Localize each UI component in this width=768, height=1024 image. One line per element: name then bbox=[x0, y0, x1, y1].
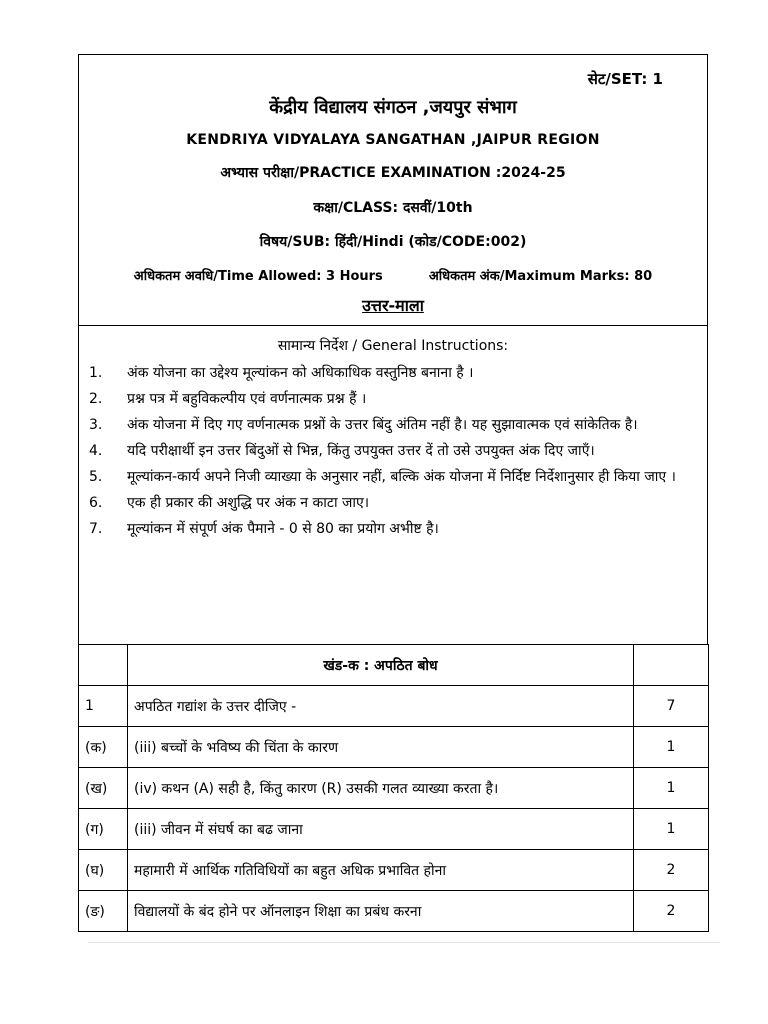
marks-cell: 2 bbox=[634, 850, 709, 891]
instructions-title: सामान्य निर्देश / General Instructions: bbox=[277, 338, 509, 354]
instruction-item bbox=[89, 438, 699, 464]
question-number: 1 bbox=[79, 686, 128, 727]
instruction-text: अंक योजना का उद्देश्य मूल्यांकन को अधिकाधिक वस्तुनिष्ठ बनाना है । bbox=[127, 365, 474, 381]
page-divider bbox=[88, 942, 720, 943]
org-english-title: KENDRIYA VIDYALAYA SANGATHAN ,JAIPUR REGION bbox=[186, 132, 600, 148]
marks-cell: 2 bbox=[634, 891, 709, 932]
exam-header bbox=[78, 54, 708, 325]
instruction-number: 1. bbox=[89, 365, 103, 381]
instruction-number: 4. bbox=[89, 443, 103, 459]
instruction-text: यदि परीक्षार्थी इन उत्तर बिंदुओं से भिन्न, किंतु उपयुक्त उत्तर दें तो उसे उपयुक्त अंक दिए जाएँ। bbox=[127, 443, 595, 459]
doc-type-line bbox=[79, 294, 707, 316]
question-number: (ख) bbox=[79, 768, 128, 809]
general-instructions bbox=[78, 325, 708, 644]
answer-text: महामारी में आर्थिक गतिविधियों का बहुत अधिक प्रभावित होना bbox=[128, 850, 634, 891]
instruction-item bbox=[89, 412, 699, 438]
marks-cell: 1 bbox=[634, 727, 709, 768]
answer-text: विद्यालयों के बंद होने पर ऑनलाइन शिक्षा का प्रबंध करना bbox=[128, 891, 634, 932]
instruction-item bbox=[89, 516, 699, 542]
instruction-text: प्रश्न पत्र में बहुविकल्पीय एवं वर्णनात्मक प्रश्न हैं । bbox=[127, 391, 367, 407]
section-header-row bbox=[79, 645, 709, 686]
instruction-text: अंक योजना में दिए गए वर्णनात्मक प्रश्नों के उत्तर बिंदु अंतिम नहीं है। यह सुझावात्मक एवं सांकेतिक है। bbox=[127, 417, 638, 433]
set-label: सेट/SET: 1 bbox=[587, 70, 663, 88]
time-marks-line bbox=[79, 266, 707, 284]
table-row bbox=[79, 809, 709, 850]
instruction-item bbox=[89, 464, 699, 490]
answer-table bbox=[78, 644, 709, 932]
question-number: (ङ) bbox=[79, 891, 128, 932]
marks-cell: 1 bbox=[634, 768, 709, 809]
instruction-item bbox=[89, 490, 699, 516]
table-row bbox=[79, 891, 709, 932]
table-row bbox=[79, 686, 709, 727]
section-title: खंड-क : अपठित बोध bbox=[128, 645, 634, 686]
instruction-item bbox=[89, 386, 699, 412]
instruction-number: 6. bbox=[89, 495, 103, 511]
answer-text: अपठित गद्यांश के उत्तर दीजिए - bbox=[128, 686, 634, 727]
doc-type: उत्तर-माला bbox=[362, 296, 424, 315]
empty-cell bbox=[79, 645, 128, 686]
instruction-text: मूल्यांकन में संपूर्ण अंक पैमाने - 0 से 80 का प्रयोग अभीष्ट है। bbox=[127, 521, 439, 537]
answer-text: (iii) बच्चों के भविष्य की चिंता के कारण bbox=[128, 727, 634, 768]
max-marks: अधिकतम अंक/Maximum Marks: 80 bbox=[428, 269, 653, 284]
instruction-number: 7. bbox=[89, 521, 103, 537]
instruction-number: 2. bbox=[89, 391, 103, 407]
question-number: (क) bbox=[79, 727, 128, 768]
question-number: (घ) bbox=[79, 850, 128, 891]
empty-cell bbox=[634, 645, 709, 686]
answer-text: (iv) कथन (A) सही है, किंतु कारण (R) उसकी गलत व्याख्या करता है। bbox=[128, 768, 634, 809]
marks-cell: 7 bbox=[634, 686, 709, 727]
table-row bbox=[79, 850, 709, 891]
answer-text: (iii) जीवन में संघर्ष का बढ जाना bbox=[128, 809, 634, 850]
answer-key-page bbox=[78, 54, 708, 932]
time-allowed: अधिकतम अवधि/Time Allowed: 3 Hours bbox=[133, 269, 383, 284]
question-number: (ग) bbox=[79, 809, 128, 850]
instruction-item bbox=[89, 360, 699, 386]
instructions-list bbox=[79, 360, 707, 542]
subject-line: विषय/SUB: हिंदी/Hindi (कोड/CODE:002) bbox=[259, 234, 527, 250]
instruction-text: मूल्यांकन-कार्य अपने निजी व्याख्या के अनुसार नहीं, बल्कि अंक योजना में निर्दिष्ट निर्देशानुसार ही किया जाए । bbox=[127, 469, 676, 485]
instruction-text: एक ही प्रकार की अशुद्धि पर अंक न काटा जाए। bbox=[127, 495, 370, 511]
exam-title: अभ्यास परीक्षा/PRACTICE EXAMINATION :2024-25 bbox=[220, 165, 566, 181]
class-line: कक्षा/CLASS: दसवीं/10th bbox=[313, 200, 473, 216]
table-row bbox=[79, 768, 709, 809]
instruction-number: 3. bbox=[89, 417, 103, 433]
instruction-number: 5. bbox=[89, 469, 103, 485]
marks-cell: 1 bbox=[634, 809, 709, 850]
table-row bbox=[79, 727, 709, 768]
org-hindi-title: केंद्रीय विद्यालय संगठन ,जयपुर संभाग bbox=[269, 97, 517, 118]
